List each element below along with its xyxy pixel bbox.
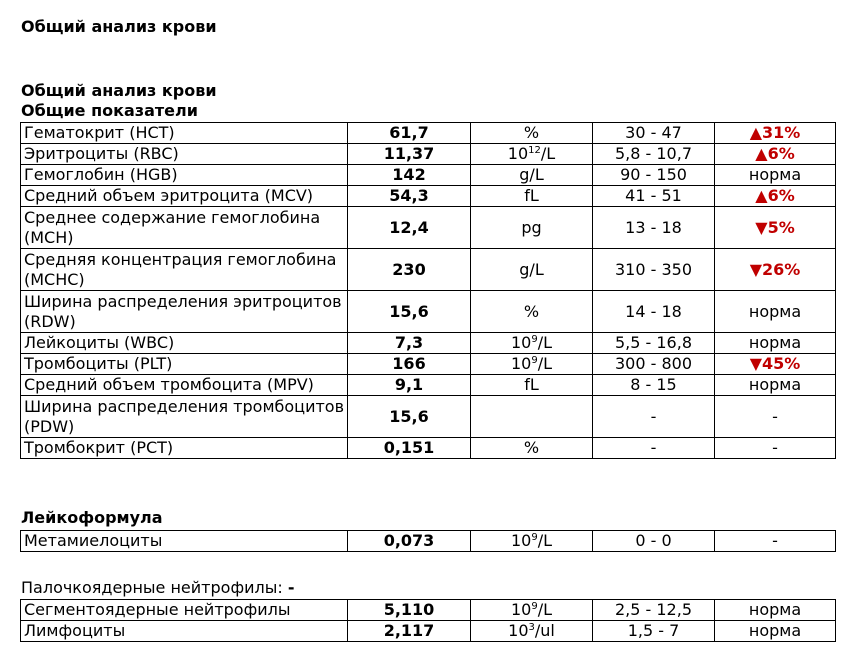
reference-range: 30 - 47	[593, 123, 715, 144]
test-unit	[471, 144, 593, 165]
general-indicators-table	[20, 122, 836, 459]
test-unit	[471, 123, 593, 144]
neutrophils-lymphocytes-table	[20, 599, 836, 642]
test-value: 142	[348, 165, 471, 186]
table-row	[21, 531, 836, 552]
test-name: Метамиелоциты	[21, 531, 348, 552]
deviation-badge: ▼45%	[715, 354, 836, 375]
deviation-badge: ▼5%	[715, 207, 836, 249]
table-row	[21, 333, 836, 354]
status-text: норма	[715, 165, 836, 186]
test-name: Ширина распределения эритроцитов (RDW)	[21, 291, 348, 333]
test-name: Сегментоядерные нейтрофилы	[21, 600, 348, 621]
unit-base: %	[523, 301, 540, 321]
reference-range: -	[593, 438, 715, 459]
test-value: 15,6	[348, 291, 471, 333]
test-value: 11,37	[348, 144, 471, 165]
test-unit	[471, 396, 593, 438]
unit-tail: /L	[537, 333, 553, 352]
test-unit	[471, 207, 593, 249]
test-name: Средний объем тромбоцита (MPV)	[21, 375, 348, 396]
unit-base: 10	[510, 354, 532, 373]
test-unit	[471, 600, 593, 621]
status-text: норма	[715, 375, 836, 396]
test-value: 5,110	[348, 600, 471, 621]
table-row	[21, 600, 836, 621]
test-unit	[471, 165, 593, 186]
unit-exponent: 9	[531, 334, 538, 345]
unit-exponent: 9	[531, 601, 538, 612]
test-value: 15,6	[348, 396, 471, 438]
reference-range: 5,8 - 10,7	[593, 144, 715, 165]
test-value: 7,3	[348, 333, 471, 354]
unit-tail: /L	[537, 531, 553, 550]
unit-base: 10	[510, 531, 532, 550]
status-text: норма	[715, 333, 836, 354]
reference-range: 1,5 - 7	[593, 621, 715, 642]
test-value: 230	[348, 249, 471, 291]
reference-range: 5,5 - 16,8	[593, 333, 715, 354]
unit-tail: /L	[537, 354, 553, 373]
reference-range: 310 - 350	[593, 249, 715, 291]
band-neutrophils-label: Палочкоядерные нейтрофилы:	[21, 578, 288, 597]
test-unit	[471, 291, 593, 333]
table-row	[21, 144, 836, 165]
section-subtitle: Общие показатели	[21, 101, 198, 120]
unit-base: g/L	[519, 259, 544, 279]
unit-base: fL	[524, 186, 539, 205]
test-name: Эритроциты (RBC)	[21, 144, 348, 165]
status-text: норма	[715, 621, 836, 642]
reference-range: -	[593, 396, 715, 438]
unit-base: %	[523, 438, 540, 457]
test-value: 9,1	[348, 375, 471, 396]
unit-exponent: 9	[531, 355, 538, 366]
test-value: 0,073	[348, 531, 471, 552]
reference-range: 2,5 - 12,5	[593, 600, 715, 621]
test-unit	[471, 333, 593, 354]
test-name: Ширина распределения тромбоцитов (PDW)	[21, 396, 348, 438]
test-name: Средняя концентрация гемоглобина (MCHC)	[21, 249, 348, 291]
deviation-badge: ▲6%	[715, 186, 836, 207]
leukoformula-table	[20, 530, 836, 552]
leukoformula-title: Лейкоформула	[21, 508, 163, 527]
unit-tail: /L	[540, 144, 556, 163]
test-name: Тромбоциты (PLT)	[21, 354, 348, 375]
test-value: 0,151	[348, 438, 471, 459]
table-row	[21, 249, 836, 291]
deviation-badge: ▼26%	[715, 249, 836, 291]
unit-base: fL	[524, 375, 539, 394]
section-title: Общий анализ крови	[21, 81, 217, 100]
test-name: Лимфоциты	[21, 621, 348, 642]
test-unit	[471, 249, 593, 291]
test-unit	[471, 186, 593, 207]
test-name: Среднее содержание гемоглобина (MCH)	[21, 207, 348, 249]
test-unit	[471, 375, 593, 396]
status-text: норма	[715, 291, 836, 333]
document-title: Общий анализ крови	[21, 17, 217, 36]
reference-range: 0 - 0	[593, 531, 715, 552]
status-text: -	[715, 531, 836, 552]
unit-exponent: 12	[528, 145, 541, 156]
table-row	[21, 354, 836, 375]
test-value: 2,117	[348, 621, 471, 642]
table-row	[21, 438, 836, 459]
unit-base: pg	[521, 217, 542, 237]
test-value: 166	[348, 354, 471, 375]
test-name: Средний объем эритроцита (MCV)	[21, 186, 348, 207]
table-row	[21, 165, 836, 186]
table-row	[21, 207, 836, 249]
table-row	[21, 123, 836, 144]
test-value: 61,7	[348, 123, 471, 144]
reference-range: 90 - 150	[593, 165, 715, 186]
test-name: Тромбокрит (PCT)	[21, 438, 348, 459]
status-text: норма	[715, 600, 836, 621]
unit-base: %	[523, 123, 540, 142]
reference-range: 8 - 15	[593, 375, 715, 396]
reference-range: 41 - 51	[593, 186, 715, 207]
band-neutrophils-value: -	[287, 578, 295, 597]
test-value: 54,3	[348, 186, 471, 207]
unit-base: 10	[508, 621, 529, 640]
unit-base: 10	[510, 600, 532, 619]
status-text: -	[715, 438, 836, 459]
test-unit	[471, 621, 593, 642]
unit-tail: /ul	[534, 621, 555, 640]
table-row	[21, 375, 836, 396]
test-name: Гемоглобин (HGB)	[21, 165, 348, 186]
test-unit	[471, 438, 593, 459]
table-row	[21, 291, 836, 333]
reference-range: 13 - 18	[593, 207, 715, 249]
test-value: 12,4	[348, 207, 471, 249]
test-unit	[471, 531, 593, 552]
unit-base: 10	[507, 144, 529, 163]
table-row	[21, 396, 836, 438]
unit-exponent: 3	[528, 622, 535, 633]
table-row	[21, 186, 836, 207]
reference-range: 300 - 800	[593, 354, 715, 375]
unit-base: g/L	[519, 165, 544, 184]
unit-base: 10	[510, 333, 532, 352]
status-text: -	[715, 396, 836, 438]
deviation-badge: ▲31%	[715, 123, 836, 144]
table-row	[21, 621, 836, 642]
band-neutrophils-note	[21, 578, 295, 597]
test-unit	[471, 354, 593, 375]
test-name: Гематокрит (HCT)	[21, 123, 348, 144]
test-name: Лейкоциты (WBC)	[21, 333, 348, 354]
unit-tail: /L	[537, 600, 553, 619]
deviation-badge: ▲6%	[715, 144, 836, 165]
reference-range: 14 - 18	[593, 291, 715, 333]
unit-exponent: 9	[531, 532, 538, 543]
